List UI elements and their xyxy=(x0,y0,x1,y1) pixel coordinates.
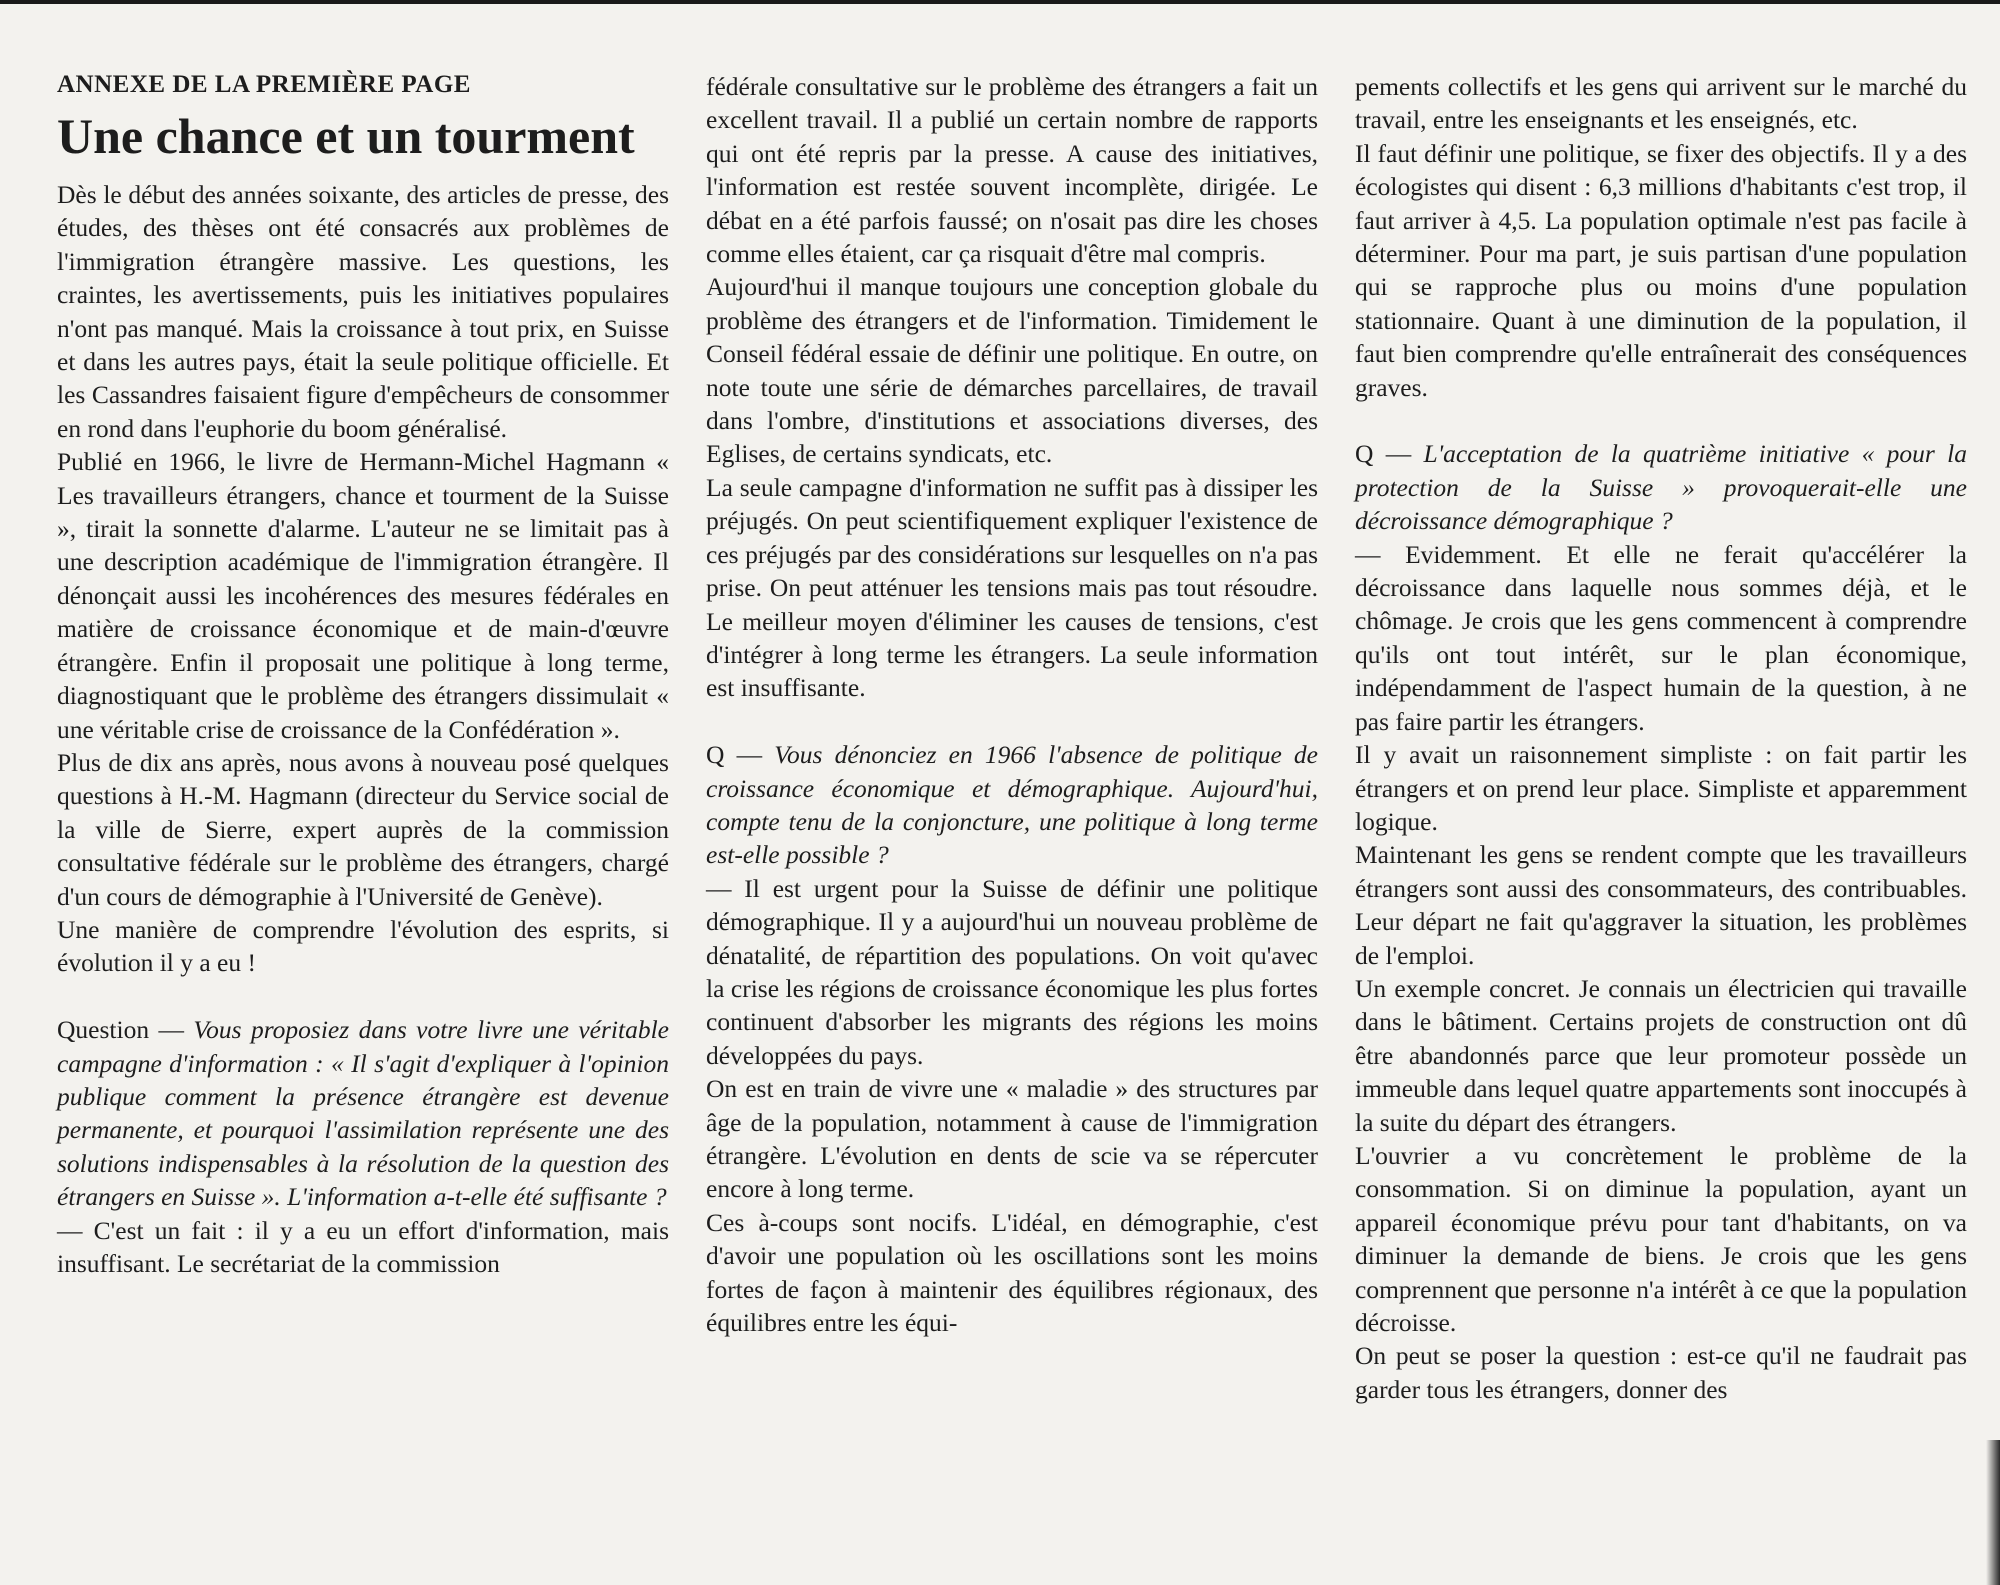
question-prefix: Q — xyxy=(706,740,775,770)
paragraph: Ces à-coups sont nocifs. L'idéal, en démographie, c'est d'avoir une population où les oscillations sont les moins fortes de façon à maintenir des équilibres régionaux, des équilibres entre les équi- xyxy=(706,1207,1318,1338)
paragraph: Maintenant les gens se rendent compte que les travailleurs étrangers sont aussi des consommateurs, des contribuables. Leur départ ne fait qu'aggraver la situation, les problèmes de l'emploi. xyxy=(1355,840,1967,970)
page-edge-shadow xyxy=(1986,1440,2000,1585)
paragraph: Dès le début des années soixante, des articles de presse, des études, des thèses ont été consacrés aux problèmes de l'immigration étrangère massive. Les questions, les craintes, les avertissements, puis les initiatives populaires n'ont pas manqué. Mais la croissance à tout prix, en Suisse et dans les autres pays, était la seule politique officielle. Et les Cassandres faisaient figure d'empêcheurs de consommer en rond dans l'euphorie du boom généralisé. xyxy=(57,180,669,443)
spacer xyxy=(1355,404,1967,437)
paragraph: fédérale consultative sur le problème des étrangers a fait un excellent travail. Il a publié un certain nombre de rapports qui ont été repris par la presse. A cause des initiatives, l'information est restée souvent incomplète, dirigée. Le débat en a été parfois faussé; on n'osait pas dire les choses comme elles étaient, car ça risquait d'être mal compris. xyxy=(706,72,1318,269)
paragraph: pements collectifs et les gens qui arrivent sur le marché du travail, entre les enseignants et les enseignés, etc. xyxy=(1355,72,1967,135)
question-text: L'acceptation de la quatrième initiative « pour la protection de la Suisse » provoquerait-elle une décroissance démographique ? xyxy=(1355,439,1968,536)
column-3 xyxy=(1355,70,1967,1406)
paragraph: On est en train de vivre une « maladie » des structures par âge de la population, notamment à cause de l'immigration étrangère. L'évolution en dents de scie va se répercuter encore à long terme. xyxy=(706,1074,1318,1204)
paragraph: Il faut définir une politique, se fixer des objectifs. Il y a des écologistes qui disent : 6,3 millions d'habitants c'est trop, il faut arriver à 4,5. La population optimale n'est pas facile à déterminer. Pour ma part, je suis partisan d'une population qui se rapproche plus ou moins d'une population stationnaire. Quant à une diminution de la population, il faut bien comprendre qu'elle entraînerait des conséquences graves. xyxy=(1355,138,1967,402)
question xyxy=(706,738,1318,872)
column-2 xyxy=(706,70,1318,1339)
paragraph: Aujourd'hui il manque toujours une conception globale du problème des étrangers et de l'information. Timidement le Conseil fédéral essaie de définir une politique. En outre, on note toute une série de démarches parcellaires, de travail dans l'ombre, d'institutions et associations diverses, des Eglises, de certains syndicats, etc. xyxy=(706,272,1318,469)
spacer xyxy=(57,980,669,1013)
question-text: Vous dénonciez en 1966 l'absence de politique de croissance économique et démographique. Aujourd'hui, compte tenu de la conjoncture, une politique à long terme est-elle possible ? xyxy=(706,740,1318,870)
paragraph: On peut se poser la question : est-ce qu'il ne faudrait pas garder tous les étrangers, donner des xyxy=(1355,1341,1967,1404)
paragraph: Plus de dix ans après, nous avons à nouveau posé quelques questions à H.-M. Hagmann (directeur du Service social de la ville de Sierre, expert auprès de la commission consultative fédérale sur le problème des étrangers, chargé d'un cours de démographie à l'Université de Genève). xyxy=(57,747,669,911)
paragraph: Il y avait un raisonnement simpliste : on fait partir les étrangers et on prend leur place. Simpliste et apparemment logique. xyxy=(1355,740,1967,836)
question xyxy=(57,1013,669,1213)
spacer xyxy=(706,705,1318,738)
question-text: Vous proposiez dans votre livre une véritable campagne d'information : « Il s'agit d'expliquer à l'opinion publique comment la présence étrangère est devenue permanente, et pourquoi l'assimilation représente une des solutions indispensables à la résolution de la question des étrangers en Suisse ». L'information a-t-elle été suffisante ? xyxy=(57,1015,669,1212)
top-rule xyxy=(0,0,2000,4)
column-1 xyxy=(57,70,669,1280)
paragraph: L'ouvrier a vu concrètement le problème de la consommation. Si on diminue la population, ayant un appareil économique prévu pour tant d'habitants, on va diminuer la demande de biens. Je crois que les gens comprennent que personne n'a intérêt à ce que la population décroisse. xyxy=(1355,1140,1967,1338)
question xyxy=(1355,437,1967,537)
paragraph: Publié en 1966, le livre de Hermann-Michel Hagmann « Les travailleurs étrangers, chance et tourment de la Suisse », tirait la sonnette d'alarme. L'auteur ne se limitait pas à une description académique de l'immigration étrangère. Il dénonçait aussi les incohérences des mesures fédérales en matière de croissance économique et de main-d'œuvre étrangère. Enfin il proposait une politique à long terme, diagnostiquant que le problème des étrangers dissimulait « une véritable crise de croissance de la Confédération ». xyxy=(57,447,669,744)
kicker: ANNEXE DE LA PREMIÈRE PAGE xyxy=(57,71,471,98)
paragraph: Une manière de comprendre l'évolution des esprits, si évolution il y a eu ! xyxy=(57,914,669,978)
headline: Une chance et un tourment xyxy=(57,108,635,164)
answer: — Il est urgent pour la Suisse de définir une politique démographique. Il y a aujourd'hui un nouveau problème de dénatalité, de répartition des populations. On voit qu'avec la crise les régions de croissance économique les plus fortes continuent d'absorber les migrants des régions les moins développées du pays. xyxy=(706,873,1318,1070)
paragraph: Un exemple concret. Je connais un électricien qui travaille dans le bâtiment. Certains projets de construction ont dû être abandonnés parce que leur promoteur possède un immeuble dans lequel quatre appartements sont inoccupés à la suite du départ des étrangers. xyxy=(1355,973,1967,1137)
question-prefix: Q — xyxy=(1355,439,1424,469)
answer: — Evidemment. Et elle ne ferait qu'accélérer la décroissance dans laquelle nous sommes déjà, et le chômage. Je crois que les gens commencent à comprendre qu'ils ont tout intérêt, sur le plan économique, indépendamment de l'aspect humain de la question, à ne pas faire partir les étrangers. xyxy=(1355,539,1967,736)
question-prefix: Question — xyxy=(57,1015,194,1045)
answer: — C'est un fait : il y a eu un effort d'information, mais insuffisant. Le secrétariat de la commission xyxy=(57,1215,669,1278)
paragraph: La seule campagne d'information ne suffit pas à dissiper les préjugés. On peut scientifiquement expliquer l'existence de ces préjugés par des considérations sur lesquelles on n'a pas prise. On peut atténuer les tensions mais pas tout résoudre. Le meilleur moyen d'éliminer les causes de tensions, c'est d'intégrer à long terme les étrangers. La seule information est insuffisante. xyxy=(706,472,1318,703)
